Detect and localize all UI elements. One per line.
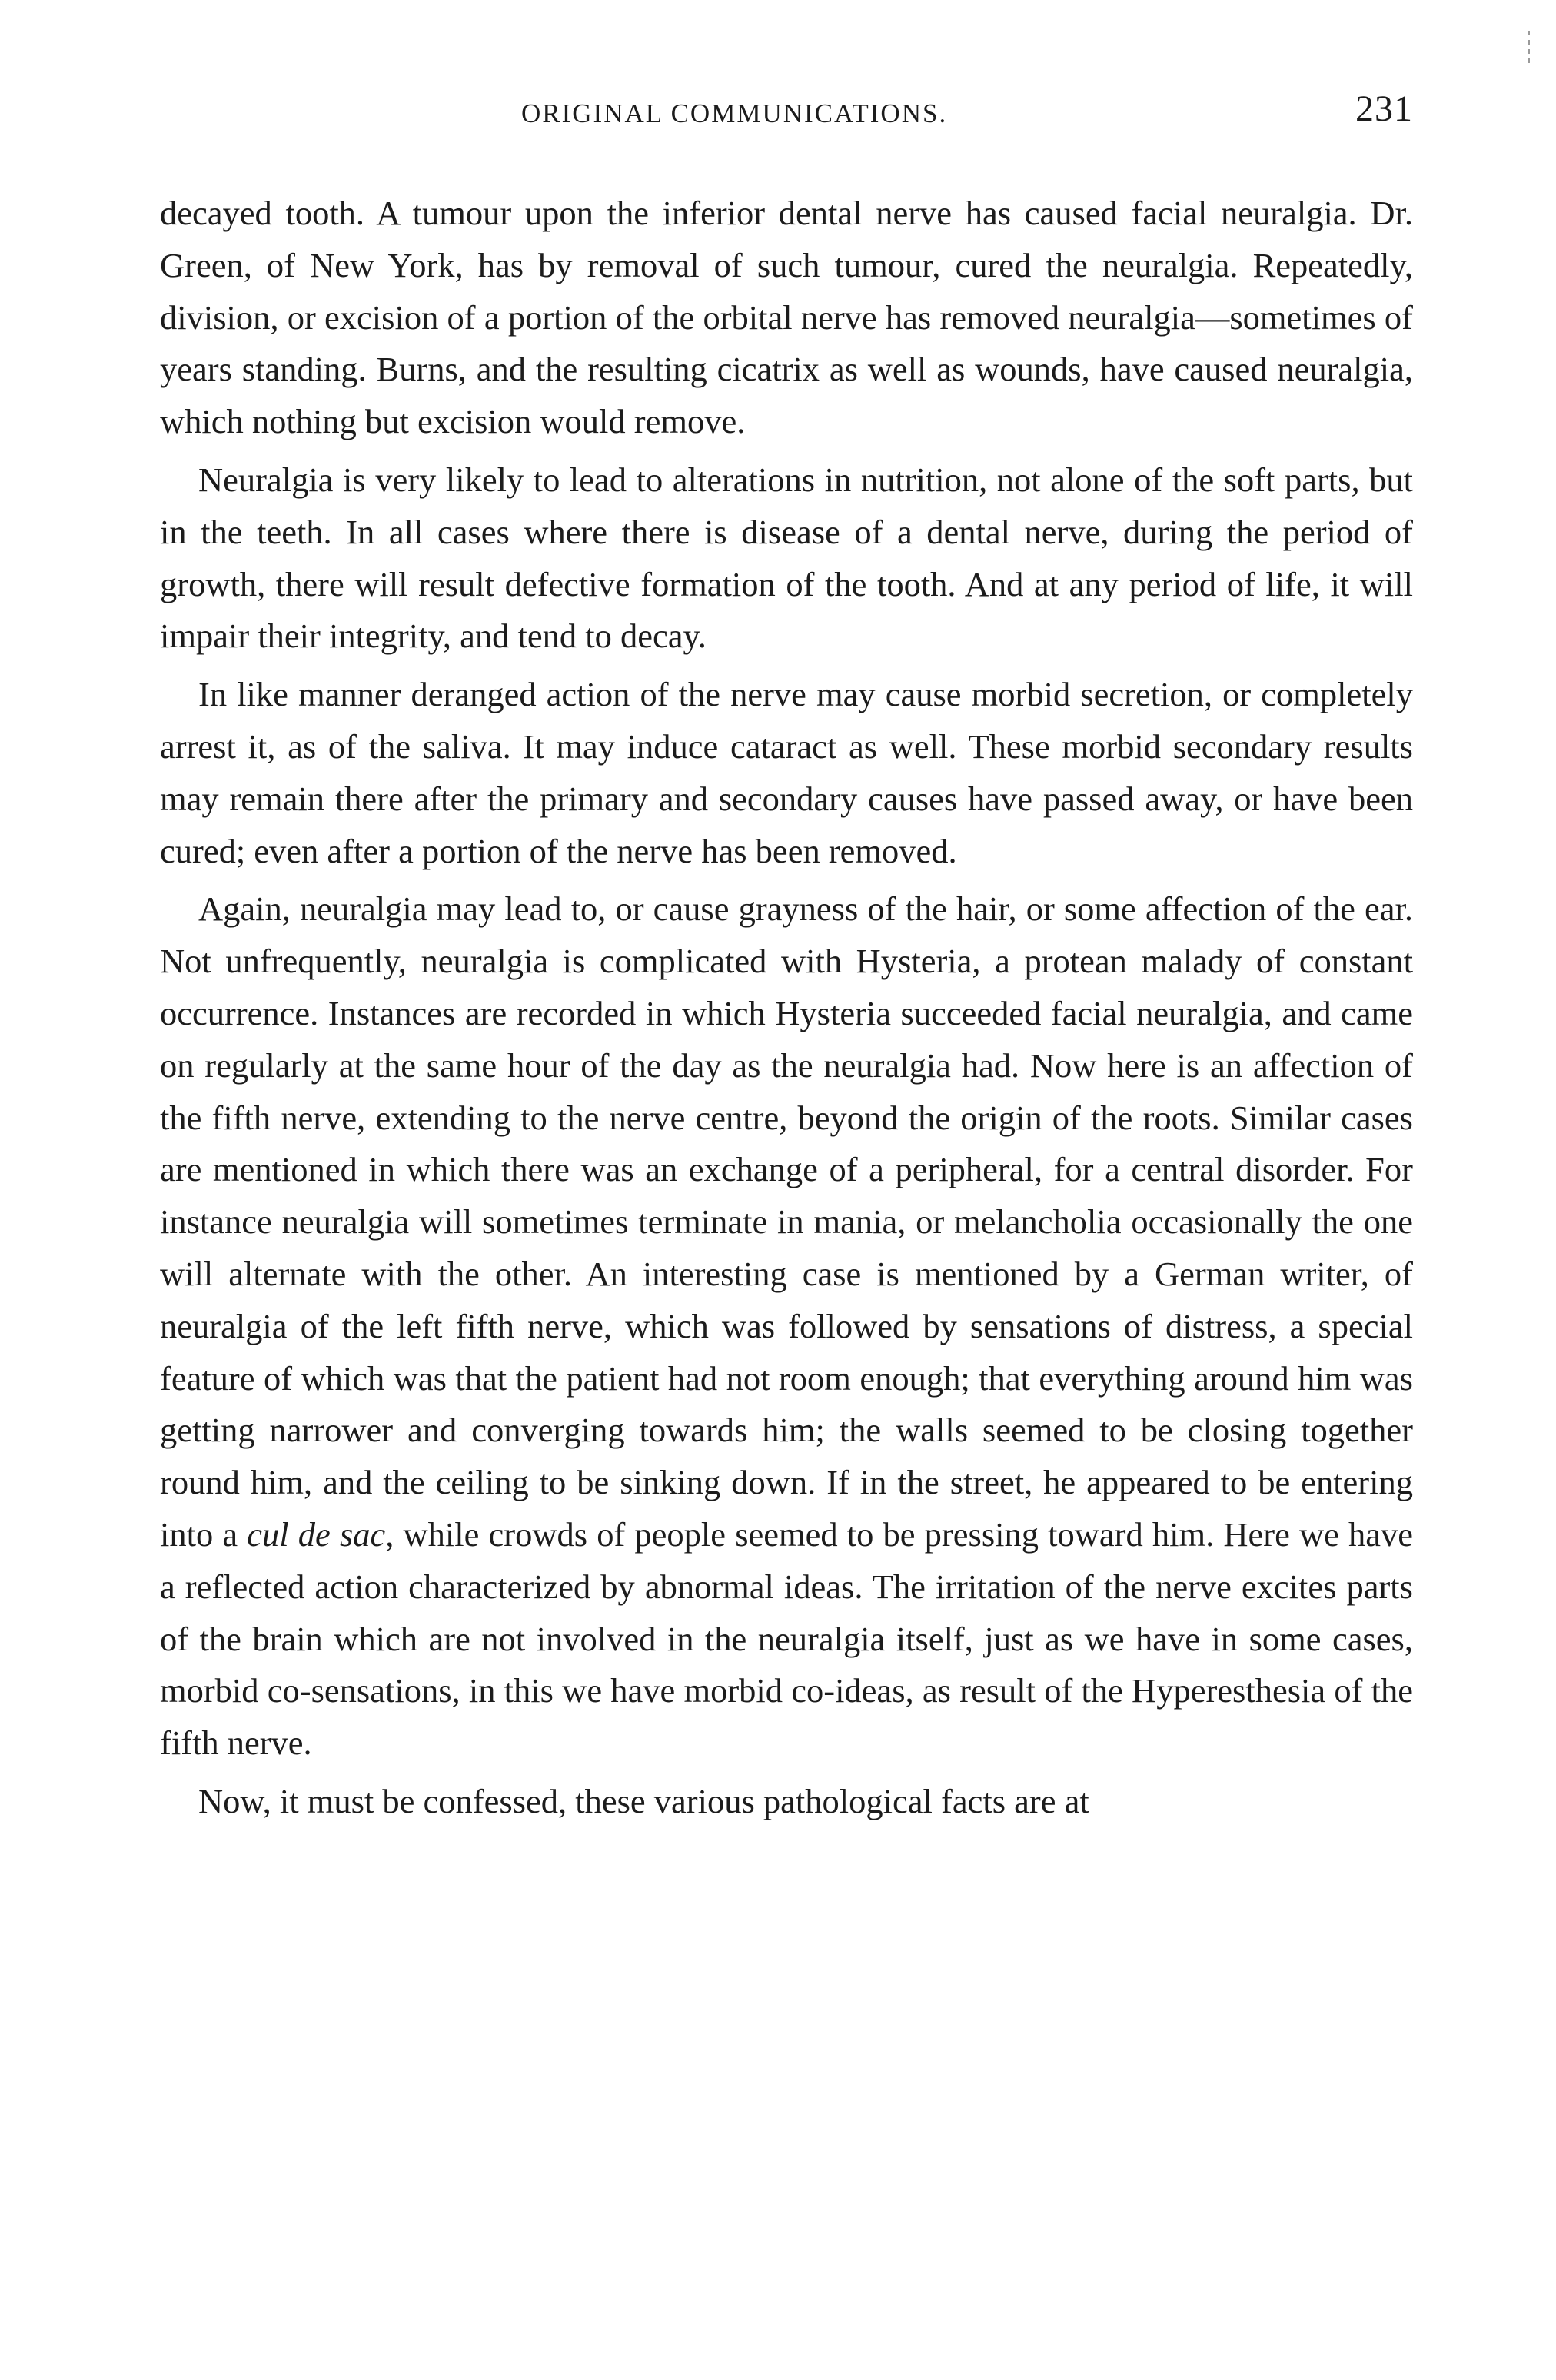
italic-phrase: cul de sac [247,1514,386,1554]
book-page [160,86,1413,1834]
paragraph [160,188,1413,448]
scan-edge-mark [1528,31,1530,68]
paragraph-text: decayed tooth. A tumour upon the inferior dental nerve has caused facial neuralgia. Dr. Green, of New York, has by removal of such tumour, cured the neuralgia. Repeatedly, division, or excision of a portion of the orbital nerve has removed neuralgia—sometimes of years standing. Burns, and the resulting cicatrix as well as wounds, have caused neuralgia, which nothing but excision would remove. [160,194,1413,441]
paragraph-text: In like manner deranged action of the nerve may cause morbid secretion, or completely arrest it, as of the saliva. It may induce cataract as well. These morbid secondary results may remain there after the primary and secondary causes have passed away, or have been cured; even after a portion of the nerve has been removed. [160,675,1413,870]
paragraph-text: , while crowds of people seemed to be pressing toward him. Here we have a reflected action characterized by abnormal ideas. The irritation of the nerve excites parts of the brain which are not involved in the neuralgia itself, just as we have in some cases, morbid co-sensations, in this we have morbid co-ideas, as result of the Hyperesthesia of the fifth nerve. [160,1514,1414,1763]
paragraph-text: Again, neuralgia may lead to, or cause grayness of the hair, or some affection of the ear. Not unfrequently, neuralgia is complicated with Hysteria, a protean malady of constant occurrence. Instances are recorded in which Hysteria succeeded facial neuralgia, and came on regularly at the same hour of the day as the neuralgia had. Now here is an affection of the fifth nerve, extending to the nerve centre, beyond the origin of the roots. Similar cases are mentioned in which there was an exchange of a peripheral, for a central disorder. For instance neuralgia will sometimes terminate in mania, or melancholia occasionally the one will alternate with the other. An interesting case is mentioned by a German writer, of neuralgia of the left fifth nerve, which was followed by sensations of distress, a special feature of which was that the patient had not room enough; that everything around him was getting narrower and converging towards him; the walls seemed to be closing together round him, and the ceiling to be sinking down. If in the street, he appeared to be entering into a [160,889,1413,1554]
paragraph [160,1776,1413,1828]
body-text [160,188,1413,1828]
paragraph [160,454,1413,663]
running-head [160,86,1413,148]
paragraph-text: Neuralgia is very likely to lead to alterations in nutrition, not alone of the soft parts, but in the teeth. In all cases where there is disease of a dental nerve, during the period of growth, there will result defective formation of the tooth. And at any period of life, it will impair their integrity, and tend to decay. [160,460,1413,656]
paragraph [160,883,1413,1770]
paragraph-text: Now, it must be confessed, these various pathological facts are at [198,1781,1089,1820]
page-number: 231 [1355,88,1413,129]
paragraph [160,669,1413,877]
running-title: ORIGINAL COMMUNICATIONS. [521,98,948,128]
